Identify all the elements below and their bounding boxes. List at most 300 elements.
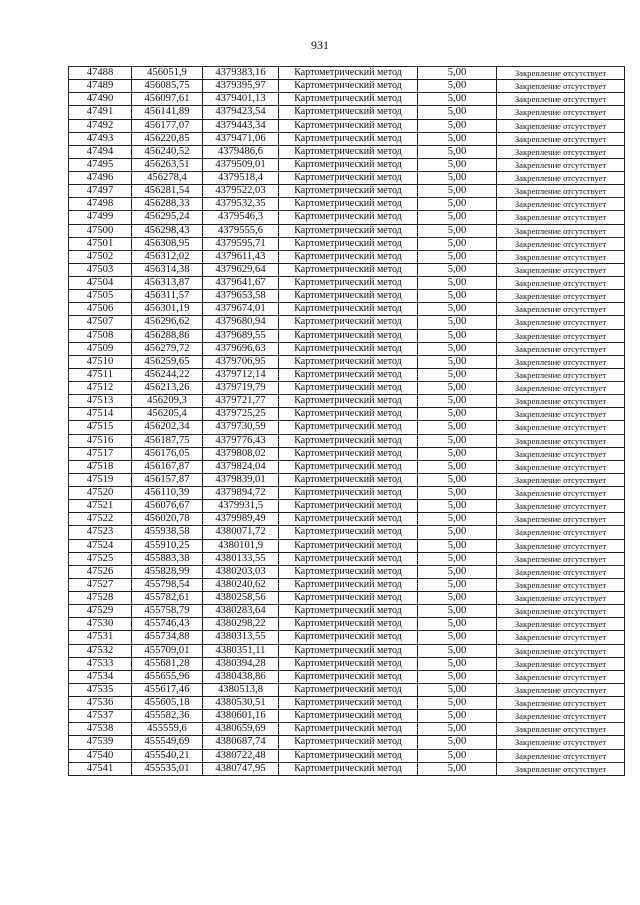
point-number-cell: 47505: [69, 290, 132, 303]
table-row: [69, 329, 625, 342]
method-cell: Картометрический метод: [279, 631, 418, 644]
method-cell: Картометрический метод: [279, 80, 418, 93]
y-coordinate-cell: 4379641,67: [203, 277, 279, 290]
x-coordinate-cell: 455910,25: [132, 539, 203, 552]
x-coordinate-cell: 456209,3: [132, 395, 203, 408]
error-cell: 5,00: [418, 552, 497, 565]
error-cell: 5,00: [418, 237, 497, 250]
table-row: [69, 145, 625, 158]
point-number-cell: 47495: [69, 158, 132, 171]
y-coordinate-cell: 4379989,49: [203, 513, 279, 526]
point-number-cell: 47489: [69, 80, 132, 93]
x-coordinate-cell: 456295,24: [132, 211, 203, 224]
y-coordinate-cell: 4380513,8: [203, 683, 279, 696]
method-cell: Картометрический метод: [279, 723, 418, 736]
error-cell: 5,00: [418, 592, 497, 605]
method-cell: Картометрический метод: [279, 132, 418, 145]
table-row: [69, 368, 625, 381]
method-cell: Картометрический метод: [279, 513, 418, 526]
point-number-cell: 47508: [69, 329, 132, 342]
x-coordinate-cell: 456076,67: [132, 500, 203, 513]
x-coordinate-cell: 456312,02: [132, 250, 203, 263]
fixation-cell: Закрепление отсутствует: [497, 355, 625, 368]
fixation-cell: Закрепление отсутствует: [497, 211, 625, 224]
fixation-cell: Закрепление отсутствует: [497, 460, 625, 473]
fixation-cell: Закрепление отсутствует: [497, 434, 625, 447]
method-cell: Картометрический метод: [279, 434, 418, 447]
x-coordinate-cell: 456278,4: [132, 172, 203, 185]
x-coordinate-cell: 455549,69: [132, 736, 203, 749]
error-cell: 5,00: [418, 211, 497, 224]
fixation-cell: Закрепление отсутствует: [497, 657, 625, 670]
table-row: [69, 80, 625, 93]
y-coordinate-cell: 4379680,94: [203, 316, 279, 329]
fixation-cell: Закрепление отсутствует: [497, 631, 625, 644]
error-cell: 5,00: [418, 355, 497, 368]
method-cell: Картометрический метод: [279, 172, 418, 185]
y-coordinate-cell: 4379894,72: [203, 487, 279, 500]
fixation-cell: Закрепление отсутствует: [497, 67, 625, 80]
table-row: [69, 106, 625, 119]
table-row: [69, 211, 625, 224]
table-row: [69, 395, 625, 408]
method-cell: Картометрический метод: [279, 460, 418, 473]
fixation-cell: Закрепление отсутствует: [497, 473, 625, 486]
method-cell: Картометрический метод: [279, 578, 418, 591]
point-number-cell: 47490: [69, 93, 132, 106]
fixation-cell: Закрепление отсутствует: [497, 592, 625, 605]
fixation-cell: Закрепление отсутствует: [497, 487, 625, 500]
fixation-cell: Закрепление отсутствует: [497, 316, 625, 329]
y-coordinate-cell: 4379689,55: [203, 329, 279, 342]
x-coordinate-cell: 455605,18: [132, 697, 203, 710]
x-coordinate-cell: 456298,43: [132, 224, 203, 237]
error-cell: 5,00: [418, 250, 497, 263]
fixation-cell: Закрепление отсутствует: [497, 670, 625, 683]
table-row: [69, 132, 625, 145]
fixation-cell: Закрепление отсутствует: [497, 683, 625, 696]
error-cell: 5,00: [418, 368, 497, 381]
y-coordinate-cell: 4380659,69: [203, 723, 279, 736]
x-coordinate-cell: 456240,52: [132, 145, 203, 158]
table-row: [69, 382, 625, 395]
table-row: [69, 736, 625, 749]
error-cell: 5,00: [418, 710, 497, 723]
x-coordinate-cell: 456308,95: [132, 237, 203, 250]
table-row: [69, 421, 625, 434]
method-cell: Картометрический метод: [279, 237, 418, 250]
x-coordinate-cell: 456205,4: [132, 408, 203, 421]
table-row: [69, 697, 625, 710]
error-cell: 5,00: [418, 106, 497, 119]
method-cell: Картометрический метод: [279, 500, 418, 513]
method-cell: Картометрический метод: [279, 277, 418, 290]
error-cell: 5,00: [418, 473, 497, 486]
error-cell: 5,00: [418, 185, 497, 198]
y-coordinate-cell: 4379546,3: [203, 211, 279, 224]
method-cell: Картометрический метод: [279, 119, 418, 132]
point-number-cell: 47504: [69, 277, 132, 290]
y-coordinate-cell: 4379721,77: [203, 395, 279, 408]
table-row: [69, 539, 625, 552]
table-row: [69, 657, 625, 670]
fixation-cell: Закрепление отсутствует: [497, 277, 625, 290]
coordinates-table: [68, 66, 625, 776]
fixation-cell: Закрепление отсутствует: [497, 395, 625, 408]
x-coordinate-cell: 456259,65: [132, 355, 203, 368]
fixation-cell: Закрепление отсутствует: [497, 303, 625, 316]
method-cell: Картометрический метод: [279, 382, 418, 395]
fixation-cell: Закрепление отсутствует: [497, 710, 625, 723]
table-row: [69, 224, 625, 237]
error-cell: 5,00: [418, 329, 497, 342]
point-number-cell: 47528: [69, 592, 132, 605]
y-coordinate-cell: 4379486,6: [203, 145, 279, 158]
error-cell: 5,00: [418, 421, 497, 434]
y-coordinate-cell: 4379471,06: [203, 132, 279, 145]
table-row: [69, 303, 625, 316]
x-coordinate-cell: 455535,01: [132, 762, 203, 775]
point-number-cell: 47506: [69, 303, 132, 316]
table-row: [69, 644, 625, 657]
x-coordinate-cell: 456097,61: [132, 93, 203, 106]
x-coordinate-cell: 455559,6: [132, 723, 203, 736]
y-coordinate-cell: 4380722,48: [203, 749, 279, 762]
table-row: [69, 578, 625, 591]
x-coordinate-cell: 455617,46: [132, 683, 203, 696]
method-cell: Картометрический метод: [279, 749, 418, 762]
x-coordinate-cell: 456177,07: [132, 119, 203, 132]
x-coordinate-cell: 455782,61: [132, 592, 203, 605]
x-coordinate-cell: 456244,22: [132, 368, 203, 381]
y-coordinate-cell: 4379595,71: [203, 237, 279, 250]
y-coordinate-cell: 4379653,58: [203, 290, 279, 303]
table-row: [69, 158, 625, 171]
y-coordinate-cell: 4379725,25: [203, 408, 279, 421]
error-cell: 5,00: [418, 749, 497, 762]
table-row: [69, 592, 625, 605]
y-coordinate-cell: 4380240,62: [203, 578, 279, 591]
x-coordinate-cell: 455734,88: [132, 631, 203, 644]
method-cell: Картометрический метод: [279, 605, 418, 618]
y-coordinate-cell: 4379555,6: [203, 224, 279, 237]
error-cell: 5,00: [418, 80, 497, 93]
x-coordinate-cell: 456202,34: [132, 421, 203, 434]
method-cell: Картометрический метод: [279, 263, 418, 276]
error-cell: 5,00: [418, 513, 497, 526]
error-cell: 5,00: [418, 303, 497, 316]
y-coordinate-cell: 4379808,02: [203, 447, 279, 460]
y-coordinate-cell: 4379509,01: [203, 158, 279, 171]
fixation-cell: Закрепление отсутствует: [497, 408, 625, 421]
point-number-cell: 47493: [69, 132, 132, 145]
error-cell: 5,00: [418, 447, 497, 460]
error-cell: 5,00: [418, 565, 497, 578]
y-coordinate-cell: 4379776,43: [203, 434, 279, 447]
page-number: 931: [311, 38, 329, 52]
error-cell: 5,00: [418, 395, 497, 408]
error-cell: 5,00: [418, 631, 497, 644]
table-row: [69, 277, 625, 290]
fixation-cell: Закрепление отсутствует: [497, 552, 625, 565]
y-coordinate-cell: 4380351,11: [203, 644, 279, 657]
table-row: [69, 250, 625, 263]
point-number-cell: 47518: [69, 460, 132, 473]
table-row: [69, 513, 625, 526]
point-number-cell: 47502: [69, 250, 132, 263]
error-cell: 5,00: [418, 172, 497, 185]
y-coordinate-cell: 4379712,14: [203, 368, 279, 381]
x-coordinate-cell: 456220,85: [132, 132, 203, 145]
point-number-cell: 47541: [69, 762, 132, 775]
fixation-cell: Закрепление отсутствует: [497, 80, 625, 93]
x-coordinate-cell: 456110,39: [132, 487, 203, 500]
x-coordinate-cell: 455883,38: [132, 552, 203, 565]
method-cell: Картометрический метод: [279, 67, 418, 80]
coordinates-table-body: [69, 67, 625, 776]
method-cell: Картометрический метод: [279, 408, 418, 421]
method-cell: Картометрический метод: [279, 106, 418, 119]
point-number-cell: 47532: [69, 644, 132, 657]
table-row: [69, 342, 625, 355]
point-number-cell: 47509: [69, 342, 132, 355]
table-row: [69, 552, 625, 565]
point-number-cell: 47497: [69, 185, 132, 198]
method-cell: Картометрический метод: [279, 526, 418, 539]
error-cell: 5,00: [418, 500, 497, 513]
point-number-cell: 47520: [69, 487, 132, 500]
fixation-cell: Закрепление отсутствует: [497, 618, 625, 631]
y-coordinate-cell: 4380438,86: [203, 670, 279, 683]
error-cell: 5,00: [418, 382, 497, 395]
fixation-cell: Закрепление отсутствует: [497, 237, 625, 250]
y-coordinate-cell: 4379706,95: [203, 355, 279, 368]
table-row: [69, 683, 625, 696]
table-row: [69, 408, 625, 421]
y-coordinate-cell: 4380101,9: [203, 539, 279, 552]
fixation-cell: Закрепление отсутствует: [497, 290, 625, 303]
fixation-cell: Закрепление отсутствует: [497, 723, 625, 736]
x-coordinate-cell: 456187,75: [132, 434, 203, 447]
point-number-cell: 47501: [69, 237, 132, 250]
table-row: [69, 185, 625, 198]
error-cell: 5,00: [418, 644, 497, 657]
x-coordinate-cell: 456176,05: [132, 447, 203, 460]
error-cell: 5,00: [418, 683, 497, 696]
y-coordinate-cell: 4380747,95: [203, 762, 279, 775]
y-coordinate-cell: 4379931,5: [203, 500, 279, 513]
y-coordinate-cell: 4379518,4: [203, 172, 279, 185]
y-coordinate-cell: 4379674,01: [203, 303, 279, 316]
method-cell: Картометрический метод: [279, 710, 418, 723]
x-coordinate-cell: 456141,89: [132, 106, 203, 119]
y-coordinate-cell: 4380313,55: [203, 631, 279, 644]
point-number-cell: 47529: [69, 605, 132, 618]
table-row: [69, 263, 625, 276]
fixation-cell: Закрепление отсутствует: [497, 158, 625, 171]
table-row: [69, 631, 625, 644]
point-number-cell: 47517: [69, 447, 132, 460]
fixation-cell: Закрепление отсутствует: [497, 93, 625, 106]
x-coordinate-cell: 455681,28: [132, 657, 203, 670]
method-cell: Картометрический метод: [279, 329, 418, 342]
table-row: [69, 172, 625, 185]
x-coordinate-cell: 456313,87: [132, 277, 203, 290]
point-number-cell: 47492: [69, 119, 132, 132]
x-coordinate-cell: 456085,75: [132, 80, 203, 93]
y-coordinate-cell: 4380203,03: [203, 565, 279, 578]
error-cell: 5,00: [418, 723, 497, 736]
x-coordinate-cell: 456051,9: [132, 67, 203, 80]
fixation-cell: Закрепление отсутствует: [497, 329, 625, 342]
y-coordinate-cell: 4380298,22: [203, 618, 279, 631]
error-cell: 5,00: [418, 487, 497, 500]
error-cell: 5,00: [418, 670, 497, 683]
fixation-cell: Закрепление отсутствует: [497, 539, 625, 552]
method-cell: Картометрический метод: [279, 618, 418, 631]
table-row: [69, 355, 625, 368]
y-coordinate-cell: 4380283,64: [203, 605, 279, 618]
error-cell: 5,00: [418, 618, 497, 631]
point-number-cell: 47530: [69, 618, 132, 631]
method-cell: Картометрический метод: [279, 185, 418, 198]
point-number-cell: 47534: [69, 670, 132, 683]
x-coordinate-cell: 455655,96: [132, 670, 203, 683]
error-cell: 5,00: [418, 605, 497, 618]
fixation-cell: Закрепление отсутствует: [497, 762, 625, 775]
fixation-cell: Закрепление отсутствует: [497, 736, 625, 749]
table-row: [69, 487, 625, 500]
y-coordinate-cell: 4379629,64: [203, 263, 279, 276]
x-coordinate-cell: 455828,99: [132, 565, 203, 578]
x-coordinate-cell: 456301,19: [132, 303, 203, 316]
x-coordinate-cell: 455582,36: [132, 710, 203, 723]
table-row: [69, 670, 625, 683]
point-number-cell: 47519: [69, 473, 132, 486]
point-number-cell: 47496: [69, 172, 132, 185]
y-coordinate-cell: 4379443,34: [203, 119, 279, 132]
fixation-cell: Закрепление отсутствует: [497, 447, 625, 460]
point-number-cell: 47523: [69, 526, 132, 539]
table-row: [69, 290, 625, 303]
fixation-cell: Закрепление отсутствует: [497, 145, 625, 158]
method-cell: Картометрический метод: [279, 657, 418, 670]
y-coordinate-cell: 4379401,13: [203, 93, 279, 106]
fixation-cell: Закрепление отсутствует: [497, 263, 625, 276]
y-coordinate-cell: 4379839,01: [203, 473, 279, 486]
point-number-cell: 47513: [69, 395, 132, 408]
error-cell: 5,00: [418, 158, 497, 171]
point-number-cell: 47540: [69, 749, 132, 762]
error-cell: 5,00: [418, 263, 497, 276]
point-number-cell: 47533: [69, 657, 132, 670]
y-coordinate-cell: 4379824,04: [203, 460, 279, 473]
x-coordinate-cell: 456288,86: [132, 329, 203, 342]
y-coordinate-cell: 4380687,74: [203, 736, 279, 749]
y-coordinate-cell: 4379611,43: [203, 250, 279, 263]
error-cell: 5,00: [418, 736, 497, 749]
method-cell: Картометрический метод: [279, 316, 418, 329]
table-row: [69, 67, 625, 80]
x-coordinate-cell: 456314,38: [132, 263, 203, 276]
point-number-cell: 47491: [69, 106, 132, 119]
point-number-cell: 47537: [69, 710, 132, 723]
y-coordinate-cell: 4379532,35: [203, 198, 279, 211]
y-coordinate-cell: 4379696,63: [203, 342, 279, 355]
fixation-cell: Закрепление отсутствует: [497, 224, 625, 237]
error-cell: 5,00: [418, 67, 497, 80]
method-cell: Картометрический метод: [279, 290, 418, 303]
point-number-cell: 47499: [69, 211, 132, 224]
error-cell: 5,00: [418, 578, 497, 591]
point-number-cell: 47507: [69, 316, 132, 329]
table-row: [69, 500, 625, 513]
y-coordinate-cell: 4379730,59: [203, 421, 279, 434]
point-number-cell: 47535: [69, 683, 132, 696]
method-cell: Картометрический метод: [279, 447, 418, 460]
method-cell: Картометрический метод: [279, 487, 418, 500]
fixation-cell: Закрепление отсутствует: [497, 697, 625, 710]
point-number-cell: 47503: [69, 263, 132, 276]
y-coordinate-cell: 4379522,03: [203, 185, 279, 198]
method-cell: Картометрический метод: [279, 644, 418, 657]
point-number-cell: 47511: [69, 368, 132, 381]
table-row: [69, 749, 625, 762]
fixation-cell: Закрепление отсутствует: [497, 421, 625, 434]
method-cell: Картометрический метод: [279, 670, 418, 683]
y-coordinate-cell: 4380530,51: [203, 697, 279, 710]
method-cell: Картометрический метод: [279, 368, 418, 381]
method-cell: Картометрический метод: [279, 158, 418, 171]
point-number-cell: 47512: [69, 382, 132, 395]
x-coordinate-cell: 455709,01: [132, 644, 203, 657]
fixation-cell: Закрепление отсутствует: [497, 132, 625, 145]
point-number-cell: 47524: [69, 539, 132, 552]
error-cell: 5,00: [418, 460, 497, 473]
method-cell: Картометрический метод: [279, 736, 418, 749]
fixation-cell: Закрепление отсутствует: [497, 172, 625, 185]
method-cell: Картометрический метод: [279, 539, 418, 552]
error-cell: 5,00: [418, 408, 497, 421]
fixation-cell: Закрепление отсутствует: [497, 342, 625, 355]
method-cell: Картометрический метод: [279, 762, 418, 775]
error-cell: 5,00: [418, 93, 497, 106]
point-number-cell: 47510: [69, 355, 132, 368]
point-number-cell: 47514: [69, 408, 132, 421]
method-cell: Картометрический метод: [279, 93, 418, 106]
y-coordinate-cell: 4380601,16: [203, 710, 279, 723]
x-coordinate-cell: 455758,79: [132, 605, 203, 618]
error-cell: 5,00: [418, 119, 497, 132]
method-cell: Картометрический метод: [279, 552, 418, 565]
fixation-cell: Закрепление отсутствует: [497, 526, 625, 539]
fixation-cell: Закрепление отсутствует: [497, 185, 625, 198]
table-row: [69, 762, 625, 775]
error-cell: 5,00: [418, 342, 497, 355]
method-cell: Картометрический метод: [279, 303, 418, 316]
error-cell: 5,00: [418, 316, 497, 329]
method-cell: Картометрический метод: [279, 211, 418, 224]
point-number-cell: 47531: [69, 631, 132, 644]
error-cell: 5,00: [418, 145, 497, 158]
fixation-cell: Закрепление отсутствует: [497, 578, 625, 591]
error-cell: 5,00: [418, 539, 497, 552]
error-cell: 5,00: [418, 198, 497, 211]
method-cell: Картометрический метод: [279, 473, 418, 486]
fixation-cell: Закрепление отсутствует: [497, 565, 625, 578]
fixation-cell: Закрепление отсутствует: [497, 605, 625, 618]
method-cell: Картометрический метод: [279, 683, 418, 696]
